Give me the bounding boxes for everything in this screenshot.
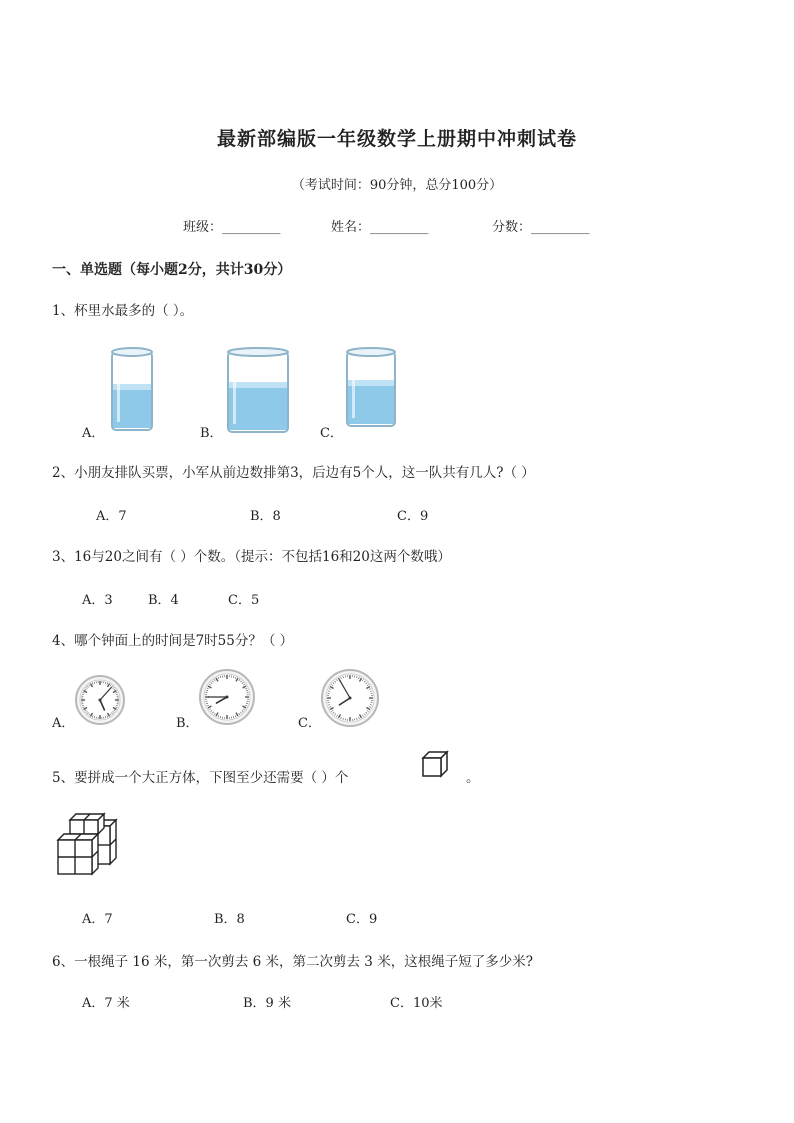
q6-option-a[interactable]: A．7 米 bbox=[82, 996, 130, 1011]
question-3: 3、16与20之间有（ ）个数。（提示：不包括16和20这两个数哦） bbox=[52, 549, 451, 565]
class-field[interactable]: 班级：_________ bbox=[183, 220, 281, 235]
cube-stack-image bbox=[56, 812, 122, 876]
cup-c-image bbox=[343, 346, 399, 430]
question-4: 4、哪个钟面上的时间是7时55分？（ ） bbox=[52, 633, 294, 649]
q5-option-a[interactable]: A．7 bbox=[82, 912, 113, 927]
section-heading: 一、单选题（每小题2分，共计30分） bbox=[52, 262, 292, 278]
q3-option-a[interactable]: A．3 bbox=[82, 593, 113, 608]
score-field[interactable]: 分数：_________ bbox=[492, 220, 590, 235]
q4-option-a[interactable]: A． bbox=[52, 716, 75, 731]
q2-option-b[interactable]: B．8 bbox=[250, 509, 281, 524]
q6-option-b[interactable]: B．9 米 bbox=[243, 996, 291, 1011]
q1-option-a[interactable]: A． bbox=[82, 426, 105, 441]
q2-option-a[interactable]: A．7 bbox=[96, 509, 127, 524]
question-2: 2、小朋友排队买票，小军从前边数排第3，后边有5个人，这一队共有几人?（ ） bbox=[52, 465, 535, 481]
q4-option-b[interactable]: B． bbox=[176, 716, 199, 731]
q1-option-c[interactable]: C． bbox=[320, 426, 343, 441]
q5-option-c[interactable]: C．9 bbox=[346, 912, 378, 927]
q3-option-c[interactable]: C．5 bbox=[228, 593, 260, 608]
page-title: 最新部编版一年级数学上册期中冲刺试卷 bbox=[216, 128, 577, 150]
question-1: 1、杯里水最多的（ ）。 bbox=[52, 303, 194, 319]
question-5: 5、要拼成一个大正方体，下图至少还需要（ ）个 bbox=[52, 770, 349, 786]
q1-option-b[interactable]: B． bbox=[200, 426, 223, 441]
q2-option-c[interactable]: C．9 bbox=[397, 509, 429, 524]
exam-subtitle: （考试时间：90分钟，总分100分） bbox=[291, 178, 503, 193]
q5-option-b[interactable]: B．8 bbox=[214, 912, 245, 927]
cup-a-image bbox=[108, 346, 156, 434]
q4-option-c[interactable]: C． bbox=[298, 716, 321, 731]
question-6: 6、一根绳子 16 米，第一次剪去 6 米，第二次剪去 3 米，这根绳子短了多少米? bbox=[52, 954, 533, 970]
clock-a-icon bbox=[74, 674, 126, 726]
question-5-end: 。 bbox=[466, 770, 480, 786]
cup-b-image bbox=[224, 346, 292, 436]
clock-c-icon bbox=[320, 668, 380, 728]
q3-option-b[interactable]: B．4 bbox=[148, 593, 179, 608]
name-field[interactable]: 姓名：_________ bbox=[331, 220, 429, 235]
small-cube-icon bbox=[422, 750, 448, 778]
clock-b-icon bbox=[198, 668, 256, 726]
q6-option-c[interactable]: C．10米 bbox=[390, 996, 443, 1011]
